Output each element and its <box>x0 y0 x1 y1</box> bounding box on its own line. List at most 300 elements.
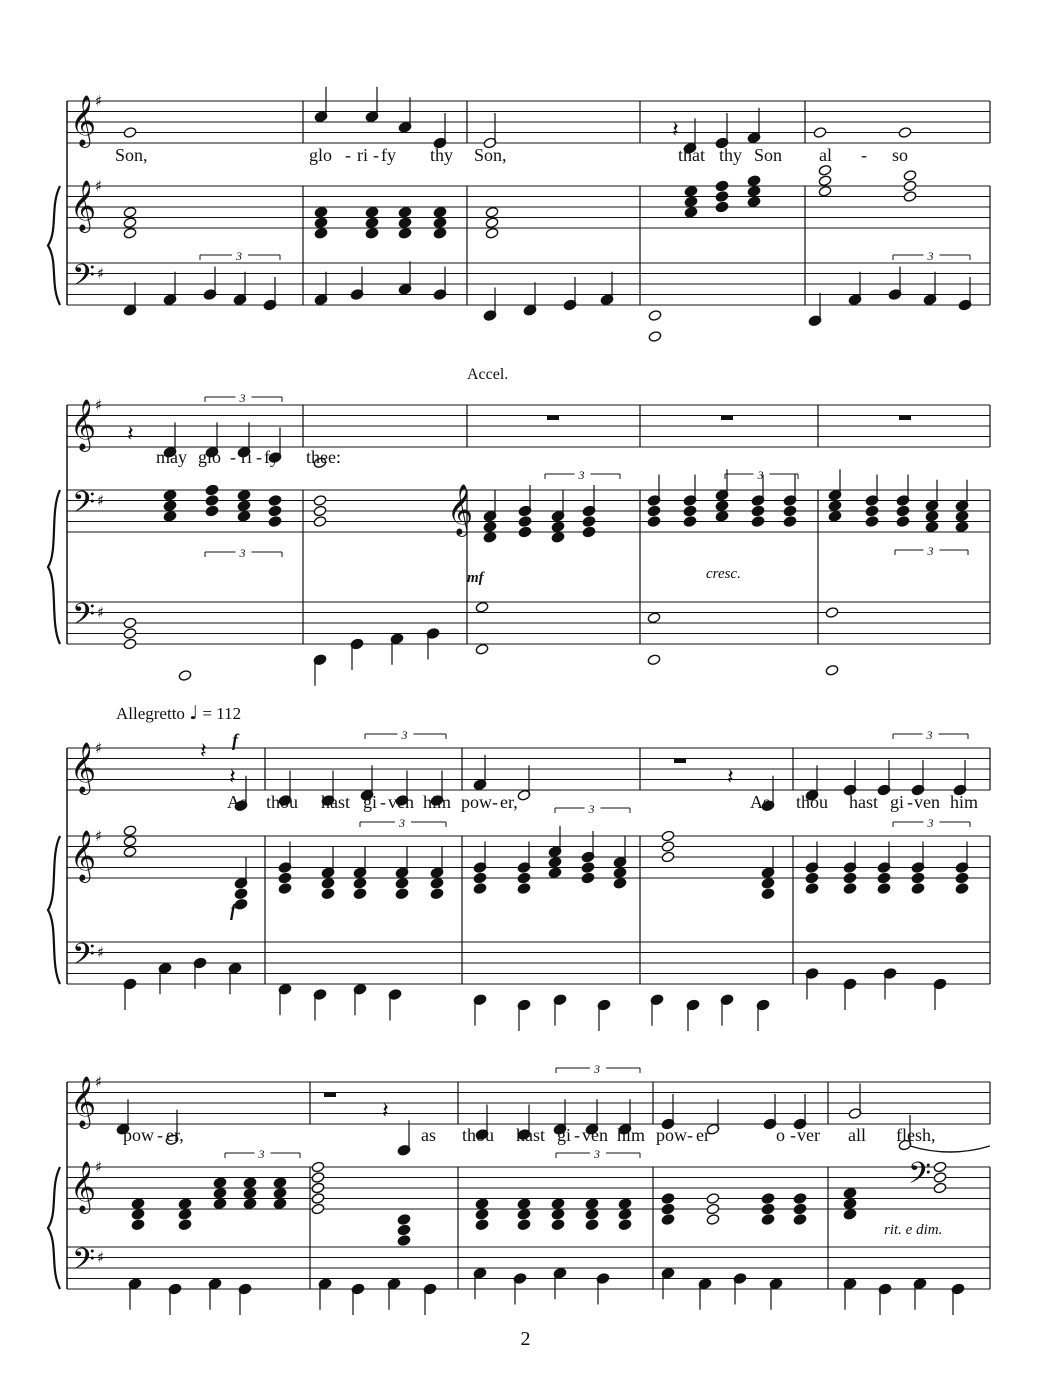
piano-chord-note <box>123 825 137 837</box>
piano-chord-note <box>243 1198 257 1210</box>
piano-chord-note <box>268 505 282 517</box>
rit-e-dim-marking: rit. e dim. <box>884 1222 943 1238</box>
lyric-syllable: ven <box>914 792 940 812</box>
piano-chord-note <box>865 516 879 528</box>
sharp-icon: ♯ <box>95 177 103 195</box>
quarter-rest-icon: 𝄽 <box>229 765 236 790</box>
piano-chord-note <box>715 510 729 522</box>
piano-chord-note <box>896 516 910 528</box>
lyric-syllable: flesh, <box>896 1125 936 1145</box>
treble-clef-icon: 𝄞 <box>70 1161 97 1212</box>
piano-chord-note <box>234 888 248 900</box>
piano-dynamic-f: f <box>230 900 236 920</box>
piano-chord-note <box>761 877 775 889</box>
lyric-syllable: Son <box>754 145 783 165</box>
piano-chord-note <box>205 505 219 517</box>
piano-chord-note <box>715 180 729 192</box>
treble-clef-icon: 𝄞 <box>70 742 97 793</box>
lyric-syllable: ver <box>797 1125 820 1145</box>
piano-chord-note <box>793 1203 807 1215</box>
piano-chord-note <box>955 510 969 522</box>
piano-chord-note <box>163 500 177 512</box>
piano-chord-note <box>793 1193 807 1205</box>
piano-chord-note <box>877 872 891 884</box>
treble-clef-icon: 𝄞 <box>70 1076 97 1127</box>
quarter-rest-icon: 𝄽 <box>382 1099 389 1124</box>
sharp-icon: ♯ <box>95 827 103 845</box>
piano-chord-note <box>237 489 251 501</box>
treble-clef-icon: 𝄞 <box>70 830 97 881</box>
bass-clef-icon: 𝄢 <box>72 938 96 979</box>
piano-chord-note <box>485 206 499 218</box>
lyric-syllable: - <box>256 447 262 467</box>
piano-chord-note <box>398 227 412 239</box>
piano-chord-note <box>933 1161 947 1173</box>
sharp-icon: ♯ <box>95 92 103 110</box>
piano-chord-note <box>715 500 729 512</box>
bass-clef-icon: 𝄢 <box>908 1157 932 1198</box>
bass-clef-icon: 𝄢 <box>72 598 96 639</box>
piano-chord-note <box>747 196 761 208</box>
piano-chord-note <box>661 851 675 863</box>
tuplet-number: 3 <box>239 391 246 405</box>
piano-chord-note <box>398 217 412 229</box>
lyric-syllable: - <box>380 792 386 812</box>
piano-chord-note <box>353 888 367 900</box>
piano-chord-note <box>661 1214 675 1226</box>
piano-chord-note <box>123 217 137 229</box>
whole-rest-icon <box>547 415 559 420</box>
piano-chord-note <box>715 191 729 203</box>
whole-rest-icon <box>899 415 911 420</box>
lyric-syllable: - <box>345 145 351 165</box>
whole-rest-icon <box>721 415 733 420</box>
piano-chord-note <box>178 1198 192 1210</box>
piano-chord-note <box>761 1203 775 1215</box>
whole-rest-icon <box>324 1092 336 1097</box>
lyric-syllable: - <box>907 792 913 812</box>
piano-chord-note <box>243 1177 257 1189</box>
lyric-syllable: pow <box>656 1125 687 1145</box>
piano-chord-note <box>955 872 969 884</box>
piano-chord-note <box>237 500 251 512</box>
piano-chord-note <box>178 1219 192 1231</box>
lyric-syllable: er <box>696 1125 710 1145</box>
piano-chord-note <box>865 505 879 517</box>
piano-lh-note <box>123 628 137 640</box>
piano-chord-note <box>585 1208 599 1220</box>
lyric-syllable: glo <box>309 145 333 165</box>
piano-chord-note <box>582 526 596 538</box>
piano-lh-note <box>647 612 661 624</box>
piano-chord-note <box>517 872 531 884</box>
piano-chord-note <box>582 516 596 528</box>
tuplet-number: 3 <box>594 1062 600 1076</box>
piano-chord-note <box>213 1187 227 1199</box>
lyric-syllable: thou <box>462 1125 495 1145</box>
piano-chord-note <box>933 1182 947 1194</box>
piano-chord-note <box>843 872 857 884</box>
piano-chord-note <box>903 180 917 192</box>
piano-chord-note <box>661 1203 675 1215</box>
piano-chord-note <box>647 505 661 517</box>
piano-chord-note <box>268 495 282 507</box>
piano-lh-note <box>647 654 661 666</box>
tuplet-number: 3 <box>401 728 408 742</box>
lyric-syllable: pow <box>461 792 492 812</box>
piano-chord-note <box>613 877 627 889</box>
tempo-value: = 112 <box>202 704 242 723</box>
piano-chord-note <box>613 867 627 879</box>
lyric-syllable: Son, <box>474 145 507 165</box>
piano-chord-note <box>715 201 729 213</box>
tuplet-number: 3 <box>927 544 934 558</box>
tuplet-number: 3 <box>927 249 934 263</box>
piano-chord-note <box>518 516 532 528</box>
piano-chord-note <box>314 227 328 239</box>
tuplet-number: 3 <box>926 728 933 742</box>
lyric-syllable: - <box>373 145 379 165</box>
piano-chord-note <box>430 888 444 900</box>
lyric-syllable: ri <box>241 447 252 467</box>
tuplet-number: 3 <box>927 816 934 830</box>
accel-marking: Accel. <box>467 366 509 383</box>
piano-chord-note <box>618 1219 632 1231</box>
whole-rest-icon <box>674 758 686 763</box>
tuplet-number: 3 <box>757 468 764 482</box>
piano-chord-note <box>353 877 367 889</box>
piano-chord-note <box>684 196 698 208</box>
lyric-syllable: thou <box>266 792 299 812</box>
piano-lh-note <box>825 607 839 619</box>
piano-chord-note <box>273 1187 287 1199</box>
piano-chord-note <box>761 1214 775 1226</box>
piano-chord-note <box>475 1208 489 1220</box>
vocal-note <box>813 127 827 139</box>
piano-chord-note <box>751 505 765 517</box>
piano-chord-note <box>268 516 282 528</box>
lyric-syllable: ri <box>357 145 368 165</box>
piano-chord-note <box>178 1208 192 1220</box>
sharp-icon: ♯ <box>95 396 103 414</box>
lyric-syllable: - <box>492 792 498 812</box>
piano-chord-note <box>911 883 925 895</box>
piano-chord-note <box>433 217 447 229</box>
piano-chord-note <box>706 1193 720 1205</box>
piano-chord-note <box>365 206 379 218</box>
lyric-syllable: ven <box>388 792 414 812</box>
piano-chord-note <box>647 516 661 528</box>
piano-chord-note <box>321 888 335 900</box>
piano-chord-note <box>783 516 797 528</box>
lyric-syllable: so <box>892 145 909 165</box>
tuplet-number: 3 <box>588 802 595 816</box>
piano-chord-note <box>273 1177 287 1189</box>
quarter-rest-icon: 𝄽 <box>127 422 134 447</box>
piano-brace <box>48 1167 60 1289</box>
piano-chord-note <box>397 1224 411 1236</box>
sharp-icon: ♯ <box>97 491 105 510</box>
piano-chord-note <box>483 531 497 543</box>
vocal-note <box>123 127 137 139</box>
piano-chord-note <box>843 1198 857 1210</box>
piano-lh-note <box>123 617 137 629</box>
piano-chord-note <box>805 883 819 895</box>
treble-clef-icon: 𝄞 <box>70 95 97 146</box>
piano-chord-note <box>903 170 917 182</box>
piano-chord-note <box>551 531 565 543</box>
piano-chord-note <box>843 1208 857 1220</box>
lyric-syllable: may <box>156 447 187 467</box>
piano-chord-note <box>684 185 698 197</box>
lyric-syllable: thee: <box>306 447 341 467</box>
piano-chord-note <box>313 505 327 517</box>
piano-chord-note <box>473 872 487 884</box>
dynamic-cresc: cresc. <box>706 566 741 582</box>
piano-chord-note <box>517 1208 531 1220</box>
piano-chord-note <box>321 877 335 889</box>
piano-chord-note <box>684 206 698 218</box>
bass-clef-icon: 𝄢 <box>72 1243 96 1284</box>
tuplet-number: 3 <box>578 468 585 482</box>
sharp-icon: ♯ <box>97 603 105 622</box>
piano-chord-note <box>123 835 137 847</box>
piano-chord-note <box>618 1198 632 1210</box>
lyric-syllable: hast <box>516 1125 545 1145</box>
lyric-syllable: Son, <box>115 145 148 165</box>
bass-clef-icon: 𝄢 <box>72 486 96 527</box>
piano-chord-note <box>213 1177 227 1189</box>
piano-brace <box>48 490 60 644</box>
piano-chord-note <box>706 1203 720 1215</box>
piano-chord-note <box>397 1235 411 1247</box>
piano-chord-note <box>485 227 499 239</box>
piano-chord-note <box>548 856 562 868</box>
lyric-syllable: - <box>157 1125 163 1145</box>
lyric-syllable: ven <box>582 1125 608 1145</box>
piano-chord-note <box>903 191 917 203</box>
piano-chord-note <box>581 872 595 884</box>
treble-clef-icon: 𝄞 <box>447 484 474 535</box>
piano-chord-note <box>661 830 675 842</box>
lyric-syllable: As <box>750 792 771 812</box>
piano-chord-note <box>311 1203 325 1215</box>
treble-clef-icon: 𝄞 <box>70 399 97 450</box>
lyric-syllable: gi <box>557 1125 572 1145</box>
vocal-note <box>898 127 912 139</box>
piano-chord-note <box>483 521 497 533</box>
piano-chord-note <box>311 1161 325 1173</box>
piano-chord-note <box>955 521 969 533</box>
piano-chord-note <box>131 1208 145 1220</box>
piano-chord-note <box>397 1214 411 1226</box>
lyric-syllable: thy <box>430 145 454 165</box>
piano-chord-note <box>123 227 137 239</box>
piano-chord-note <box>273 1198 287 1210</box>
piano-chord-note <box>278 872 292 884</box>
piano-chord-note <box>843 1187 857 1199</box>
quarter-rest-icon: 𝄽 <box>672 118 679 143</box>
piano-chord-note <box>618 1208 632 1220</box>
piano-chord-note <box>585 1219 599 1231</box>
tie <box>910 1146 990 1152</box>
piano-chord-note <box>313 516 327 528</box>
lyric-syllable: - <box>687 1125 693 1145</box>
piano-chord-note <box>683 516 697 528</box>
lyric-syllable: him <box>617 1125 646 1145</box>
vocal-dynamic-f: f <box>232 730 238 750</box>
tuplet-number: 3 <box>399 816 405 830</box>
lyric-syllable: as <box>421 1125 436 1145</box>
piano-chord-note <box>433 227 447 239</box>
lyric-syllable: gi <box>890 792 905 812</box>
piano-chord-note <box>518 526 532 538</box>
piano-brace <box>48 186 60 305</box>
sharp-icon: ♯ <box>95 1158 103 1176</box>
piano-chord-note <box>311 1172 325 1184</box>
tempo-marking <box>116 702 241 724</box>
piano-chord-note <box>551 1208 565 1220</box>
piano-chord-note <box>877 883 891 895</box>
piano-chord-note <box>365 227 379 239</box>
piano-chord-note <box>706 1214 720 1226</box>
piano-chord-note <box>131 1219 145 1231</box>
lyric-syllable: hast <box>321 792 350 812</box>
piano-chord-note <box>911 872 925 884</box>
sharp-icon: ♯ <box>97 943 105 962</box>
treble-clef-icon: 𝄞 <box>70 180 97 231</box>
piano-chord-note <box>430 877 444 889</box>
piano-chord-note <box>395 888 409 900</box>
piano-chord-note <box>955 883 969 895</box>
piano-chord-note <box>311 1182 325 1194</box>
lyric-syllable: fy <box>264 447 279 467</box>
tuplet-number: 3 <box>236 249 242 263</box>
piano-chord-note <box>517 883 531 895</box>
lyric-syllable: As <box>227 792 248 812</box>
piano-chord-note <box>473 883 487 895</box>
piano-chord-note <box>234 898 248 910</box>
piano-chord-note <box>163 510 177 522</box>
quarter-note-icon: ♩ <box>189 702 199 724</box>
piano-chord-note <box>683 505 697 517</box>
piano-chord-note <box>311 1193 325 1205</box>
piano-lh-note <box>648 310 662 322</box>
lyric-syllable: - <box>230 447 236 467</box>
piano-chord-note <box>551 1219 565 1231</box>
lyric-syllable: thou <box>796 792 829 812</box>
lyric-syllable: fy <box>381 145 396 165</box>
piano-chord-note <box>395 877 409 889</box>
lyric-syllable: thy <box>719 145 743 165</box>
piano-chord-note <box>933 1172 947 1184</box>
piano-chord-note <box>278 883 292 895</box>
piano-chord-note <box>398 206 412 218</box>
piano-chord-note <box>314 217 328 229</box>
dynamic-mf: mf <box>467 570 484 586</box>
sharp-icon: ♯ <box>95 739 103 757</box>
piano-chord-note <box>747 175 761 187</box>
lyric-syllable: - <box>790 1125 796 1145</box>
piano-chord-note <box>661 841 675 853</box>
lyric-syllable: all <box>848 1125 866 1145</box>
piano-chord-note <box>925 510 939 522</box>
piano-chord-note <box>517 1219 531 1231</box>
lyric-syllable: pow <box>123 1125 154 1145</box>
sharp-icon: ♯ <box>95 1073 103 1091</box>
piano-chord-note <box>828 510 842 522</box>
page-number: 2 <box>520 1328 531 1350</box>
tempo-label: Allegretto <box>116 704 185 723</box>
piano-chord-note <box>123 206 137 218</box>
quarter-rest-icon: 𝄽 <box>727 765 734 790</box>
piano-chord-note <box>548 867 562 879</box>
piano-lh-note <box>178 670 192 682</box>
piano-chord-note <box>761 888 775 900</box>
piano-chord-note <box>818 164 832 176</box>
sharp-icon: ♯ <box>97 1248 105 1267</box>
piano-chord-note <box>313 495 327 507</box>
lyric-syllable: al <box>819 145 832 165</box>
lyric-syllable: o <box>776 1125 785 1145</box>
piano-chord-note <box>828 500 842 512</box>
piano-chord-note <box>205 484 219 496</box>
piano-chord-note <box>314 206 328 218</box>
lyric-syllable: gi <box>363 792 378 812</box>
piano-chord-note <box>163 489 177 501</box>
bass-clef-icon: 𝄢 <box>72 259 96 300</box>
piano-chord-note <box>205 495 219 507</box>
piano-chord-note <box>123 846 137 858</box>
piano-lh-note <box>825 664 839 676</box>
piano-chord-note <box>585 1198 599 1210</box>
piano-brace <box>48 836 60 984</box>
piano-chord-note <box>243 1187 257 1199</box>
piano-chord-note <box>551 521 565 533</box>
piano-chord-note <box>237 510 251 522</box>
tuplet-number: 3 <box>258 1147 265 1161</box>
piano-chord-note <box>818 185 832 197</box>
lyric-syllable: that <box>678 145 705 165</box>
piano-chord-note <box>896 505 910 517</box>
piano-chord-note <box>751 516 765 528</box>
piano-chord-note <box>783 505 797 517</box>
piano-chord-note <box>475 1198 489 1210</box>
lyric-syllable: - <box>861 145 867 165</box>
piano-chord-note <box>433 206 447 218</box>
piano-chord-note <box>925 521 939 533</box>
lyric-syllable: er, <box>500 792 518 812</box>
sharp-icon: ♯ <box>97 264 105 283</box>
piano-chord-note <box>475 1219 489 1231</box>
tuplet-number: 3 <box>239 546 246 560</box>
piano-chord-note <box>843 883 857 895</box>
piano-chord-note <box>213 1198 227 1210</box>
piano-chord-note <box>365 217 379 229</box>
piano-chord-note <box>661 1193 675 1205</box>
piano-chord-note <box>761 1193 775 1205</box>
piano-lh-note <box>648 331 662 343</box>
piano-chord-note <box>551 1198 565 1210</box>
piano-chord-note <box>517 1198 531 1210</box>
piano-chord-note <box>485 217 499 229</box>
piano-chord-note <box>131 1198 145 1210</box>
piano-chord-note <box>747 185 761 197</box>
lyric-syllable: him <box>423 792 452 812</box>
piano-lh-note <box>475 601 489 613</box>
lyric-syllable: glo <box>198 447 222 467</box>
piano-chord-note <box>805 872 819 884</box>
